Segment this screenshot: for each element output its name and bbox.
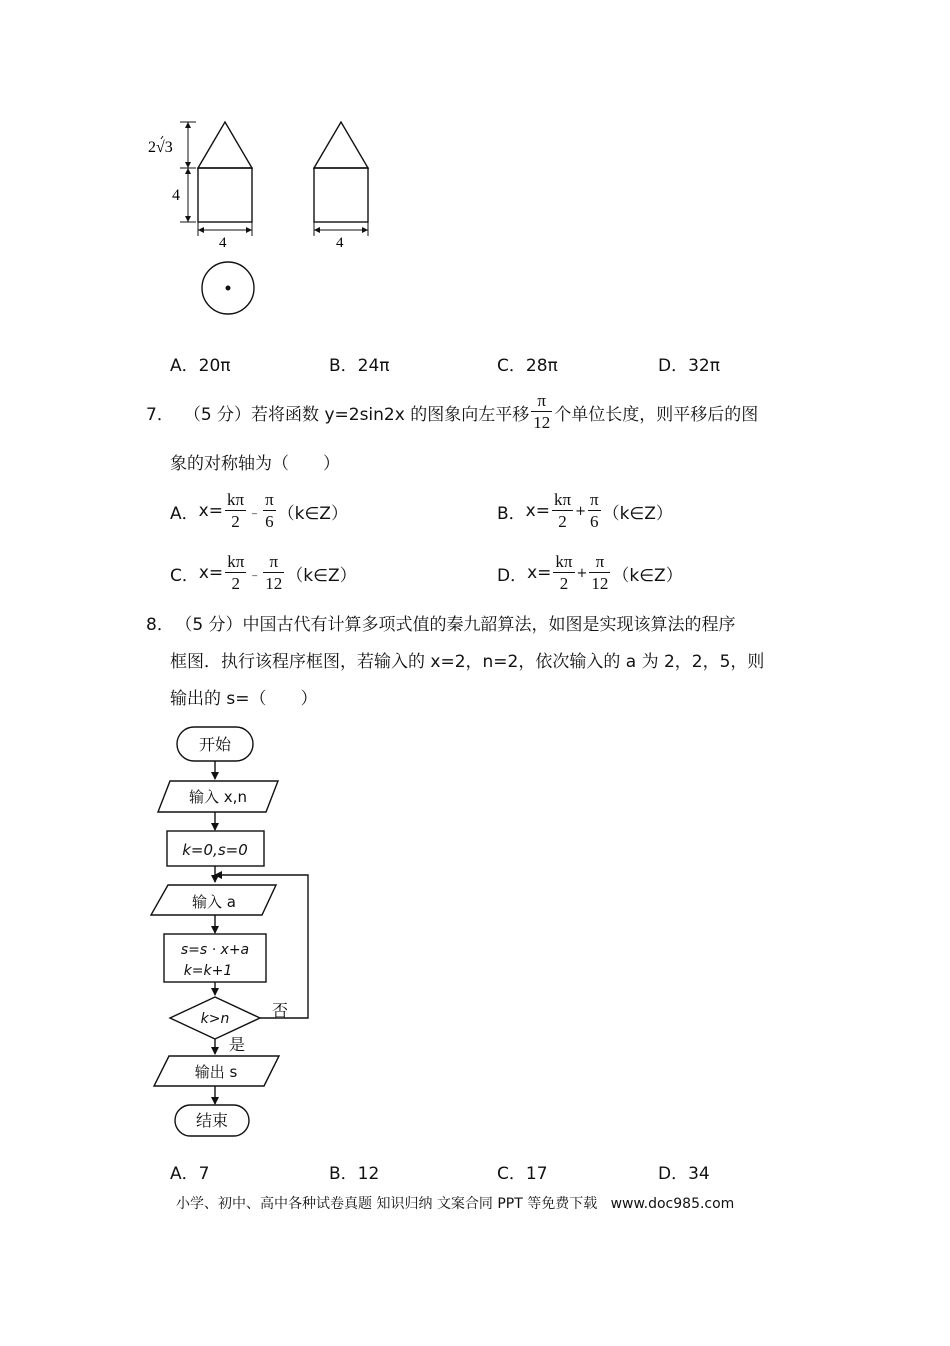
front-view [180,122,252,236]
option-text: 24π [357,356,390,376]
q8-line-3: 输出的 s=（ ） [170,689,318,709]
option-label: C． [497,356,526,376]
option-text: 32π [688,356,720,376]
option-operator: ﹣ [248,505,262,521]
footer-text: 小学、初中、高中各种试卷真题 知识归纳 文案合同 PPT 等免费下载 www.doc985.com [176,1196,735,1212]
fraction [263,553,284,593]
fraction-denominator: 2 [231,574,240,593]
q7-option-c[interactable] [170,552,357,594]
fraction-numerator: π [265,490,274,510]
q7-line-2: 象的对称轴为（ ） [170,454,340,474]
update-line-1: s=s · x+a [180,942,250,958]
option-label: D． [658,1164,689,1184]
fraction-numerator: kπ [226,490,245,510]
fraction-denominator: 2 [558,512,567,531]
q7-number: 7． [146,404,174,425]
side-view [314,122,368,236]
option-text: 20π [198,356,231,376]
option-operator: + [575,503,586,519]
q6-option-a[interactable] [170,358,231,375]
flowchart [140,720,340,1145]
q7-option-b[interactable] [497,490,673,532]
option-label: A． [170,1164,199,1184]
fraction-denominator: 2 [231,512,240,531]
q8-number: 8． [146,615,174,635]
fraction [588,491,601,531]
fraction-numerator: π [589,553,610,573]
q6-option-c[interactable] [497,358,558,375]
front-width-label: 4 [219,235,227,251]
option-label: B． [497,503,526,524]
option-text: 17 [525,1164,548,1184]
top-view [202,262,254,314]
fraction-denominator: 6 [590,512,599,531]
option-tail: （k∈Z） [602,503,673,524]
option-label: B． [329,356,358,376]
option-var: x= [198,501,223,521]
start-label: 开始 [198,735,232,754]
fraction-denominator: 2 [559,574,569,593]
fraction [553,553,574,593]
option-operator: + [576,565,588,581]
q8-option-a[interactable] [170,1166,209,1183]
q7-text-suffix: 个单位长度，则平移后的图 [554,404,759,425]
fraction-denominator: 6 [265,512,274,531]
q7-text-prefix: （5 分）若将函数 y=2sin2x 的图象向左平移 [183,404,530,425]
input-xn-label: 输入 x,n [189,788,247,806]
option-tail: （k∈Z） [277,503,348,524]
fraction [263,491,276,531]
q7-option-d[interactable] [497,552,683,594]
option-var: x= [527,563,552,583]
end-label: 结束 [195,1111,229,1130]
q7-line-1 [146,392,758,432]
fraction [225,491,246,531]
q8-text-1: （5 分）中国古代有计算多项式值的秦九韶算法，如图是实现该算法的程序 [183,615,736,635]
q8-option-d[interactable] [658,1166,710,1183]
fraction-numerator: kπ [553,490,572,510]
q8-option-c[interactable] [497,1166,548,1183]
option-text: 7 [198,1164,210,1184]
q6-option-b[interactable] [329,358,390,375]
q6-option-d[interactable] [658,358,720,375]
fraction-denominator: 12 [265,574,283,593]
fraction-numerator: kπ [227,552,245,572]
yes-label: 是 [229,1035,246,1054]
option-text: 34 [688,1164,710,1184]
q8-option-b[interactable] [329,1166,379,1183]
condition-label: k>n [200,1011,230,1027]
fraction-denominator: 12 [591,574,609,593]
q8-line-1 [146,617,736,634]
q7-shift-fraction [531,392,552,432]
no-label: 否 [272,1001,289,1020]
output-label: 输出 s [194,1063,238,1081]
option-label: C． [497,1164,526,1184]
option-var: x= [198,563,224,583]
option-label: B． [329,1164,358,1184]
front-height-label: 2√3 [148,139,173,156]
fraction [225,553,246,593]
fraction [552,491,573,531]
option-text: 12 [357,1164,380,1184]
option-label: A． [170,503,199,524]
fraction [589,553,610,593]
option-tail: （k∈Z） [612,565,683,586]
option-text: 28π [525,356,558,376]
fraction-numerator: π [589,490,599,510]
three-view-figure [140,112,400,322]
option-var: x= [525,501,550,521]
fraction-numerator: π [263,553,284,573]
front-body-label: 4 [172,187,180,204]
fraction-numerator: kπ [555,552,573,572]
update-line-2: k=k+1 [183,963,233,979]
fraction-denominator: 12 [533,413,551,432]
q7-option-a[interactable] [170,490,348,532]
option-operator: ﹣ [248,567,262,583]
option-label: A． [170,356,199,376]
option-label: D． [497,565,528,586]
fraction-numerator: π [531,392,552,412]
init-label: k=0,s=0 [182,841,248,859]
option-label: D． [658,356,689,376]
option-tail: （k∈Z） [286,565,357,586]
input-a-label: 输入 a [192,893,236,911]
option-label: C． [170,565,199,586]
side-width-label: 4 [336,235,344,251]
q8-line-2: 框图．执行该程序框图，若输入的 x=2，n=2，依次输入的 a 为 2，2，5，则 [170,652,765,672]
